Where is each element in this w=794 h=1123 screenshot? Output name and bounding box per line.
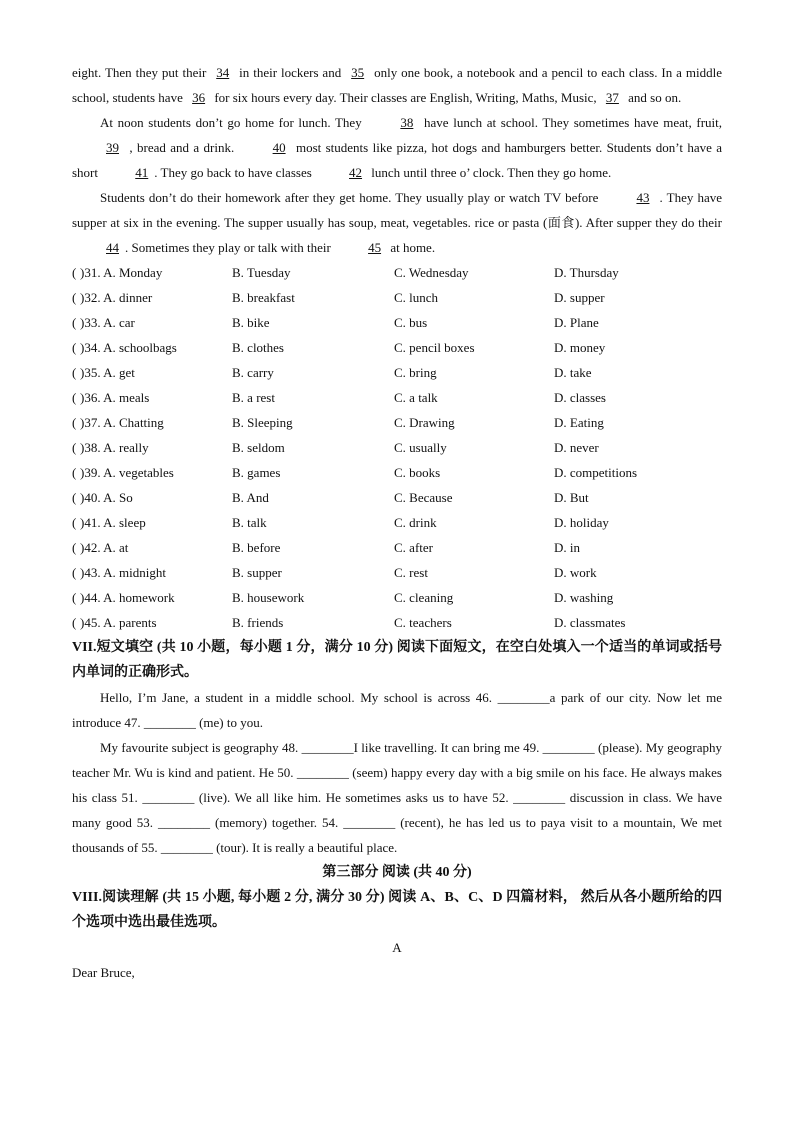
question-row xyxy=(72,510,722,535)
text: have lunch at school. They sometimes have meat, fruit, xyxy=(419,115,723,130)
section-7-paragraph-1: Hello, I’m Jane, a student in a middle school. My school is across 46. ________a park of our city. Now let me introduce 47. ________ (me) to you. xyxy=(72,690,722,730)
option-d: D. holiday xyxy=(554,515,609,530)
answer-paren: ( xyxy=(72,290,77,305)
option-d: D. never xyxy=(554,440,599,455)
blank-39: 39 xyxy=(106,140,119,155)
section-7-title: VII.短文填空 (共 10 小题，每小题 1 分，满分 10 分) 阅读下面短文，在空白处填入一个适当的单词或括号内单词的正确形式。 xyxy=(72,640,722,680)
option-b: B. friends xyxy=(232,615,284,630)
option-c: C. pencil boxes xyxy=(394,340,475,355)
answer-paren: ( xyxy=(72,315,77,330)
passage-paragraph-2 xyxy=(72,110,722,185)
option-c: C. Wednesday xyxy=(394,265,469,280)
part-3-title: 第三部分 阅读 (共 40 分) xyxy=(322,865,472,880)
text: . Sometimes they play or talk with their xyxy=(125,240,335,255)
answer-paren: ( xyxy=(72,490,77,505)
answer-paren: ( xyxy=(72,440,77,455)
option-a: )31. A. Monday xyxy=(80,265,163,280)
passage-label-a: A xyxy=(392,940,402,955)
question-row xyxy=(72,610,722,635)
option-c: C. usually xyxy=(394,440,447,455)
question-row xyxy=(72,310,722,335)
option-d: D. Thursday xyxy=(554,265,619,280)
text: for six hours every day. Their classes are English, Writing, Maths, Music, xyxy=(211,90,597,105)
answer-paren: ( xyxy=(72,590,77,605)
question-row xyxy=(72,260,722,285)
option-c: C. a talk xyxy=(394,390,438,405)
option-c: C. Because xyxy=(394,490,453,505)
option-a: )33. A. car xyxy=(80,315,135,330)
blank-42: 42 xyxy=(349,165,363,180)
text: lunch until three o’ clock. Then they go home. xyxy=(368,165,612,180)
option-a: )37. A. Chatting xyxy=(80,415,164,430)
option-b: B. before xyxy=(232,540,281,555)
answer-paren: ( xyxy=(72,540,77,555)
option-b: B. talk xyxy=(232,515,267,530)
option-b: B. seldom xyxy=(232,440,285,455)
letter-greeting: Dear Bruce, xyxy=(72,965,135,980)
text: in their lockers and xyxy=(235,65,346,80)
answer-paren: ( xyxy=(72,415,77,430)
answer-paren: ( xyxy=(72,390,77,405)
option-b: B. a rest xyxy=(232,390,275,405)
text: eight. Then they put their xyxy=(72,65,211,80)
text: , bread and a drink. xyxy=(125,140,239,155)
option-d: D. in xyxy=(554,540,580,555)
option-c: C. drink xyxy=(394,515,437,530)
option-b: B. carry xyxy=(232,365,274,380)
answer-paren: ( xyxy=(72,340,77,355)
option-a: )41. A. sleep xyxy=(80,515,146,530)
answer-paren: ( xyxy=(72,565,77,580)
question-row xyxy=(72,485,722,510)
option-b: B. housework xyxy=(232,590,305,605)
text: Students don’t do their homework after they get home. They usually play or watch TV before xyxy=(100,190,603,205)
blank-41: 41 xyxy=(135,165,149,180)
text: In a middle school, students have xyxy=(72,65,722,105)
answer-paren: ( xyxy=(72,365,77,380)
question-row xyxy=(72,585,722,610)
question-row xyxy=(72,535,722,560)
exam-page xyxy=(72,60,722,985)
option-c: C. Drawing xyxy=(394,415,455,430)
option-b: B. supper xyxy=(232,565,282,580)
option-a: )36. A. meals xyxy=(80,390,150,405)
option-c: C. bus xyxy=(394,315,428,330)
blank-37: 37 xyxy=(605,90,619,105)
option-b: B. And xyxy=(232,490,269,505)
passage-paragraph-1 xyxy=(72,60,722,110)
option-d: D. classmates xyxy=(554,615,626,630)
answer-paren: ( xyxy=(72,465,77,480)
option-b: B. games xyxy=(232,465,281,480)
option-d: D. Plane xyxy=(554,315,599,330)
blank-43: 43 xyxy=(636,190,650,205)
option-c: C. books xyxy=(394,465,441,480)
option-d: D. take xyxy=(554,365,592,380)
blank-45: 45 xyxy=(368,240,382,255)
option-c: C. teachers xyxy=(394,615,452,630)
question-row xyxy=(72,435,722,460)
option-d: D. But xyxy=(554,490,589,505)
blank-34: 34 xyxy=(216,65,230,80)
option-c: C. cleaning xyxy=(394,590,454,605)
option-c: C. after xyxy=(394,540,433,555)
question-row xyxy=(72,410,722,435)
option-c: C. bring xyxy=(394,365,437,380)
option-c: C. lunch xyxy=(394,290,439,305)
text: . They go back to have classes xyxy=(154,165,316,180)
option-b: B. Tuesday xyxy=(232,265,291,280)
option-d: D. competitions xyxy=(554,465,638,480)
text: most students like pizza, hot dogs and hamburgers better. Students don’t have a short xyxy=(72,140,722,180)
answer-paren: ( xyxy=(72,515,77,530)
answer-paren: ( xyxy=(72,615,77,630)
option-c: C. rest xyxy=(394,565,428,580)
question-options-list xyxy=(72,260,722,635)
option-b: B. breakfast xyxy=(232,290,295,305)
option-a: )39. A. vegetables xyxy=(80,465,174,480)
text: only one book, a notebook and a pencil to each class. xyxy=(370,65,658,80)
blank-38: 38 xyxy=(400,115,414,130)
option-a: )40. A. So xyxy=(80,490,133,505)
option-a: )34. A. schoolbags xyxy=(80,340,177,355)
option-a: )42. A. at xyxy=(80,540,129,555)
option-a: )45. A. parents xyxy=(80,615,157,630)
option-d: D. classes xyxy=(554,390,606,405)
blank-44: 44 xyxy=(106,240,119,255)
option-d: D. washing xyxy=(554,590,614,605)
blank-40: 40 xyxy=(272,140,286,155)
question-row xyxy=(72,560,722,585)
question-row xyxy=(72,335,722,360)
section-7-paragraph-2: My favourite subject is geography 48. ________I like travelling. It can bring me 49. ________ (please). My geography teacher Mr. Wu is kind and patient. He 50. ________ (seem) happy every day with a big smile on his face. He always makes his class 51. ________ (live). We all like him. He sometimes asks us to have 52. ________ discussion in class. We have many good 53. ________ (memory) together. 54. ________ (recent), he has led us to paya visit to a mountain, We met thousands of 55. ________ (tour). It is really a beautiful place. xyxy=(72,740,722,855)
text: at home. xyxy=(387,240,436,255)
text: . They have supper at six in the evening. The supper usually has soup, meat, vegetables. rice or pasta (面食). After supper they do their xyxy=(72,190,722,230)
question-row xyxy=(72,360,722,385)
option-b: B. Sleeping xyxy=(232,415,293,430)
blank-36: 36 xyxy=(192,90,206,105)
section-8-title: VIII.阅读理解 (共 15 小题, 每小题 2 分, 满分 30 分) 阅读 A、B、C、D 四篇材料， 然后从各小题所给的四个选项中选出最佳选项。 xyxy=(72,890,722,930)
option-d: D. work xyxy=(554,565,597,580)
option-a: )32. A. dinner xyxy=(80,290,153,305)
option-d: D. supper xyxy=(554,290,605,305)
option-d: D. money xyxy=(554,340,606,355)
option-b: B. bike xyxy=(232,315,270,330)
option-a: )43. A. midnight xyxy=(80,565,166,580)
question-row xyxy=(72,460,722,485)
blank-35: 35 xyxy=(351,65,365,80)
option-b: B. clothes xyxy=(232,340,284,355)
option-a: )44. A. homework xyxy=(80,590,175,605)
passage-paragraph-3 xyxy=(72,185,722,260)
option-a: )35. A. get xyxy=(80,365,135,380)
answer-paren: ( xyxy=(72,265,77,280)
question-row xyxy=(72,285,722,310)
option-a: )38. A. really xyxy=(80,440,149,455)
question-row xyxy=(72,385,722,410)
option-d: D. Eating xyxy=(554,415,604,430)
text: At noon students don’t go home for lunch. They xyxy=(100,115,367,130)
text: and so on. xyxy=(624,90,682,105)
